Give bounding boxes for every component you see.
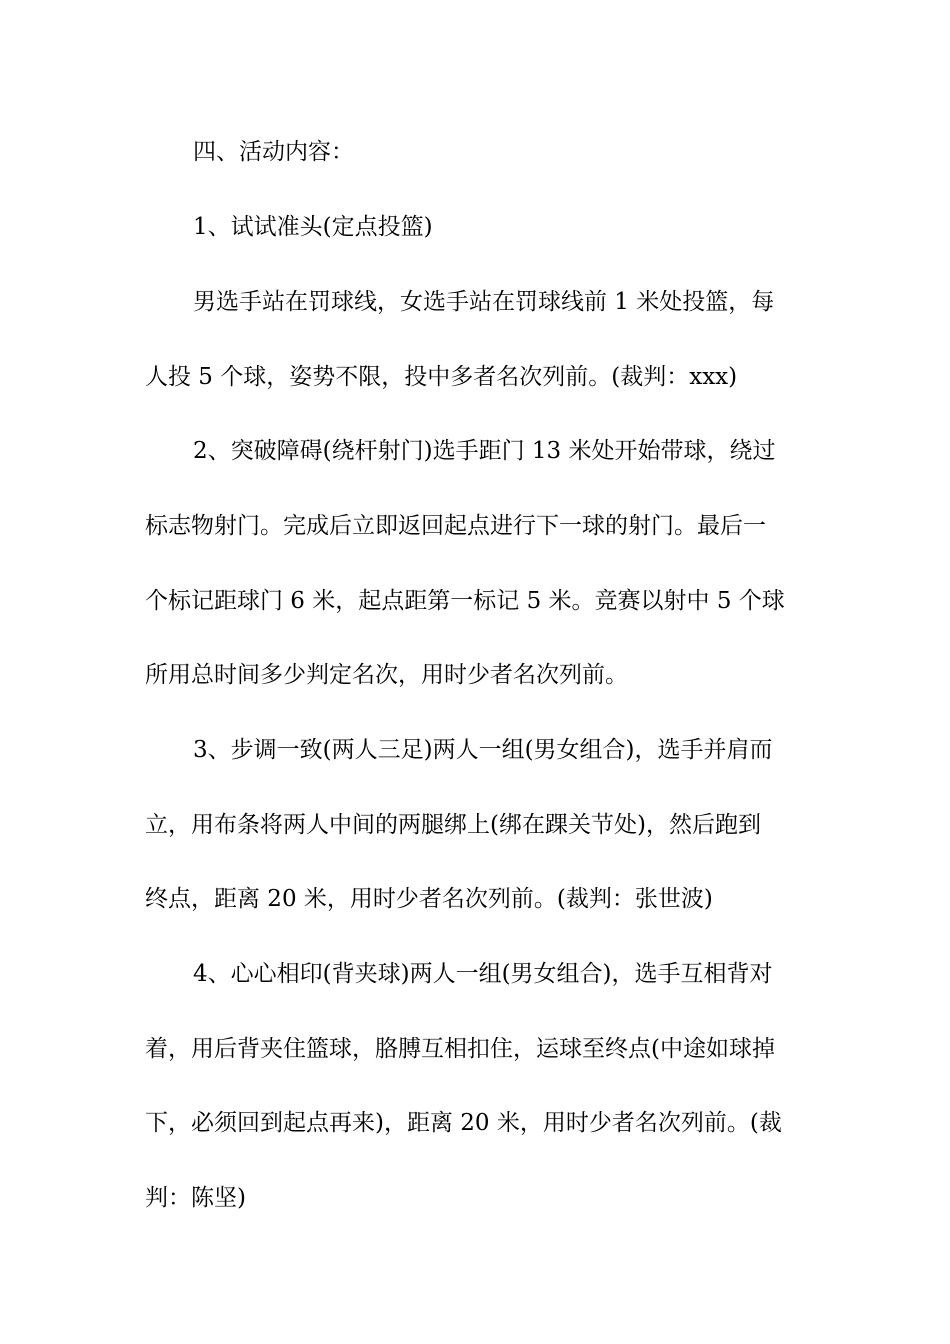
item-3-line-3: 终点，距离 20 米，用时少者名次列前。(裁判：张世波)	[145, 886, 713, 912]
item-1-title: 1、试试准头(定点投篮)	[193, 214, 433, 240]
item-1-body-line-2: 人投 5 个球，姿势不限，投中多者名次列前。(裁判：xxx)	[145, 364, 738, 390]
item-4-line-2: 着，用后背夹住篮球，胳膊互相扣住，运球至终点(中途如球掉	[145, 1036, 775, 1062]
item-1-body-line-1: 男选手站在罚球线，女选手站在罚球线前 1 米处投篮，每	[193, 289, 775, 315]
item-2-line-3: 个标记距球门 6 米，起点距第一标记 5 米。竞赛以射中 5 个球	[145, 588, 785, 614]
item-4-line-4: 判：陈坚)	[145, 1185, 246, 1211]
item-4-line-1: 4、心心相印(背夹球)两人一组(男女组合)，选手互相背对	[193, 961, 773, 987]
item-2-line-4: 所用总时间多少判定名次，用时少者名次列前。	[145, 662, 628, 688]
section-heading: 四、活动内容：	[193, 139, 354, 165]
item-2-line-2: 标志物射门。完成后立即返回起点进行下一球的射门。最后一	[145, 513, 766, 539]
item-3-line-1: 3、步调一致(两人三足)两人一组(男女组合)，选手并肩而	[193, 737, 773, 763]
item-2-line-1: 2、突破障碍(绕杆射门)选手距门 13 米处开始带球，绕过	[193, 438, 776, 464]
item-4-line-3: 下，必须回到起点再来)，距离 20 米，用时少者名次列前。(裁	[145, 1110, 782, 1136]
item-3-line-2: 立，用布条将两人中间的两腿绑上(绑在踝关节处)，然后跑到	[145, 812, 761, 838]
